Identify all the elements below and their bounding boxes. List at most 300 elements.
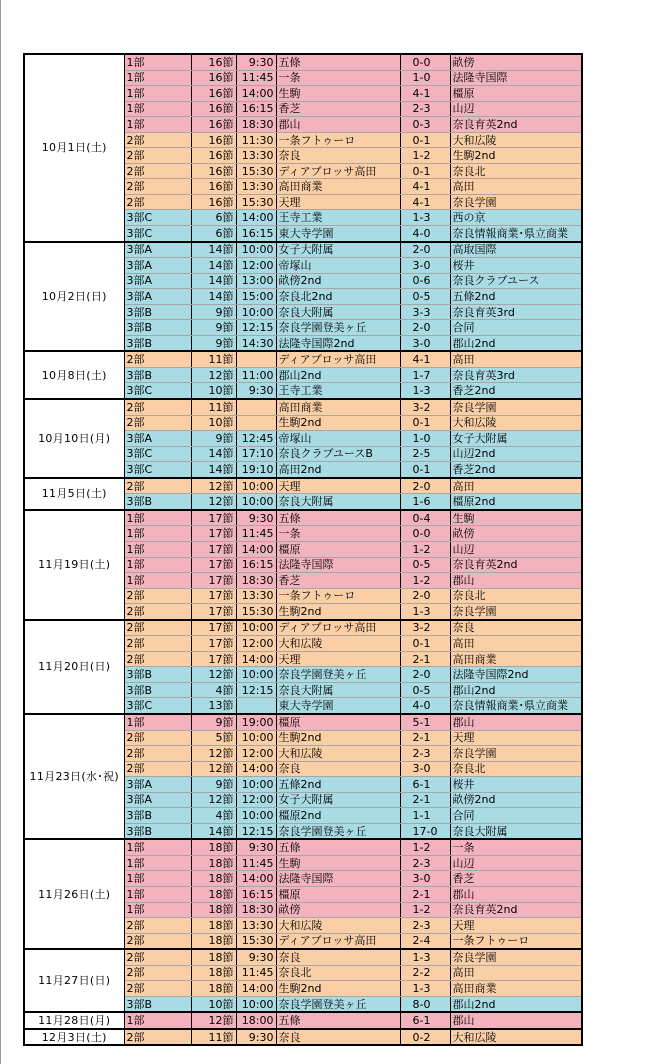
away-team-cell: 奈良育英2nd: [450, 557, 582, 573]
date-cell: 11月20日(日): [24, 620, 124, 714]
score-cell: 3-2: [400, 620, 450, 636]
kickoff-cell: 12:00: [236, 792, 276, 808]
home-team-cell: 大和広陵: [276, 918, 400, 934]
round-cell: 12節: [191, 792, 236, 808]
round-cell: 9節: [191, 431, 236, 447]
division-cell: 3部A: [124, 258, 191, 274]
away-team-cell: 奈良学園: [450, 194, 582, 210]
away-team-cell: 畝傍2nd: [450, 792, 582, 808]
division-cell: 1部: [124, 54, 191, 70]
round-cell: 10節: [191, 996, 236, 1012]
score-cell: 0-6: [400, 273, 450, 289]
kickoff-cell: [236, 351, 276, 367]
home-team-cell: 香芝: [276, 101, 400, 117]
kickoff-cell: 13:30: [236, 588, 276, 604]
division-cell: 1部: [124, 839, 191, 855]
score-cell: 0-1: [400, 462, 450, 478]
home-team-cell: 一条: [276, 70, 400, 86]
away-team-cell: 高取国際: [450, 242, 582, 258]
away-team-cell: 女子大附属: [450, 431, 582, 447]
division-cell: 1部: [124, 101, 191, 117]
kickoff-cell: 12:15: [236, 682, 276, 698]
score-cell: 2-0: [400, 320, 450, 336]
date-cell: 10月2日(日): [24, 242, 124, 352]
away-team-cell: 生駒2nd: [450, 148, 582, 164]
division-cell: 2部: [124, 179, 191, 195]
away-team-cell: 高田商業: [450, 981, 582, 997]
division-cell: 2部: [124, 415, 191, 431]
score-cell: 1-2: [400, 541, 450, 557]
away-team-cell: 奈良大附属: [450, 823, 582, 839]
score-cell: 3-0: [400, 761, 450, 777]
kickoff-cell: 10:00: [236, 304, 276, 320]
score-cell: 8-0: [400, 996, 450, 1012]
away-team-cell: 奈良北: [450, 588, 582, 604]
match-row: [24, 620, 582, 636]
division-cell: 1部: [124, 855, 191, 871]
kickoff-cell: 12:15: [236, 823, 276, 839]
round-cell: 14節: [191, 242, 236, 258]
score-cell: 2-3: [400, 855, 450, 871]
score-cell: 1-0: [400, 70, 450, 86]
division-cell: 3部B: [124, 367, 191, 383]
home-team-cell: 帝塚山: [276, 258, 400, 274]
division-cell: 3部C: [124, 226, 191, 242]
round-cell: 18節: [191, 949, 236, 965]
score-cell: 1-3: [400, 383, 450, 399]
away-team-cell: 郡山2nd: [450, 996, 582, 1012]
home-team-cell: 生駒: [276, 86, 400, 102]
round-cell: 16節: [191, 54, 236, 70]
score-cell: 1-2: [400, 839, 450, 855]
match-row: [24, 839, 582, 855]
kickoff-cell: 9:30: [236, 54, 276, 70]
score-cell: 5-1: [400, 714, 450, 730]
away-team-cell: 橿原: [450, 86, 582, 102]
score-cell: 0-0: [400, 526, 450, 542]
round-cell: 11節: [191, 1029, 236, 1046]
score-cell: 1-2: [400, 902, 450, 918]
match-row: [24, 1029, 582, 1046]
round-cell: 14節: [191, 446, 236, 462]
round-cell: 16節: [191, 163, 236, 179]
division-cell: 2部: [124, 981, 191, 997]
away-team-cell: 奈良: [450, 620, 582, 636]
division-cell: 3部A: [124, 273, 191, 289]
kickoff-cell: 10:00: [236, 777, 276, 793]
kickoff-cell: 14:30: [236, 335, 276, 351]
score-cell: 0-5: [400, 682, 450, 698]
away-team-cell: 法隆寺国際2nd: [450, 667, 582, 683]
home-team-cell: 郡山: [276, 117, 400, 133]
date-cell: 10月1日(土): [24, 54, 124, 242]
kickoff-cell: 15:00: [236, 289, 276, 305]
division-cell: 2部: [124, 148, 191, 164]
home-team-cell: 五條: [276, 839, 400, 855]
kickoff-cell: 12:45: [236, 431, 276, 447]
division-cell: 3部B: [124, 335, 191, 351]
score-cell: 0-3: [400, 117, 450, 133]
division-cell: 3部A: [124, 792, 191, 808]
division-cell: 3部C: [124, 462, 191, 478]
round-cell: 14節: [191, 273, 236, 289]
home-team-cell: 東大寺学園: [276, 698, 400, 714]
division-cell: 3部C: [124, 446, 191, 462]
home-team-cell: 大和広陵: [276, 746, 400, 762]
page-left-edge: [0, 0, 1, 1064]
home-team-cell: 生駒: [276, 855, 400, 871]
score-cell: 3-0: [400, 871, 450, 887]
kickoff-cell: 19:10: [236, 462, 276, 478]
kickoff-cell: 13:30: [236, 179, 276, 195]
kickoff-cell: 15:30: [236, 933, 276, 949]
away-team-cell: 大和広陵: [450, 415, 582, 431]
kickoff-cell: 10:00: [236, 478, 276, 494]
away-team-cell: 高田商業: [450, 651, 582, 667]
score-cell: 2-1: [400, 886, 450, 902]
score-cell: 1-3: [400, 210, 450, 226]
home-team-cell: 五條: [276, 54, 400, 70]
score-cell: 3-0: [400, 258, 450, 274]
division-cell: 1部: [124, 510, 191, 526]
home-team-cell: 王寺工業: [276, 383, 400, 399]
away-team-cell: 奈良北: [450, 163, 582, 179]
round-cell: 6節: [191, 210, 236, 226]
home-team-cell: 生駒2nd: [276, 730, 400, 746]
kickoff-cell: 13:30: [236, 148, 276, 164]
home-team-cell: 奈良学園登美ヶ丘: [276, 667, 400, 683]
kickoff-cell: 18:30: [236, 902, 276, 918]
away-team-cell: 合同: [450, 320, 582, 336]
kickoff-cell: 13:00: [236, 273, 276, 289]
round-cell: 16節: [191, 179, 236, 195]
score-cell: 0-1: [400, 132, 450, 148]
round-cell: 6節: [191, 226, 236, 242]
round-cell: 14節: [191, 823, 236, 839]
score-cell: 0-0: [400, 54, 450, 70]
match-schedule-table: [23, 53, 583, 1046]
home-team-cell: 法隆寺国際: [276, 557, 400, 573]
home-team-cell: 一条フトゥーロ: [276, 588, 400, 604]
away-team-cell: 郡山: [450, 1012, 582, 1029]
kickoff-cell: 14:00: [236, 761, 276, 777]
score-cell: 0-1: [400, 415, 450, 431]
round-cell: 12節: [191, 478, 236, 494]
date-cell: 11月27日(日): [24, 949, 124, 1012]
division-cell: 2部: [124, 636, 191, 652]
home-team-cell: 橿原: [276, 541, 400, 557]
score-cell: 2-3: [400, 101, 450, 117]
kickoff-cell: 12:00: [236, 746, 276, 762]
kickoff-cell: 16:15: [236, 886, 276, 902]
away-team-cell: 畝傍: [450, 526, 582, 542]
round-cell: 18節: [191, 902, 236, 918]
score-cell: 4-0: [400, 698, 450, 714]
division-cell: 2部: [124, 132, 191, 148]
home-team-cell: 一条: [276, 526, 400, 542]
away-team-cell: 山辺: [450, 101, 582, 117]
home-team-cell: 奈良学園登美ヶ丘: [276, 996, 400, 1012]
division-cell: 1部: [124, 541, 191, 557]
division-cell: 3部C: [124, 698, 191, 714]
kickoff-cell: 11:45: [236, 526, 276, 542]
division-cell: 2部: [124, 730, 191, 746]
kickoff-cell: 11:00: [236, 367, 276, 383]
division-cell: 3部A: [124, 242, 191, 258]
division-cell: 2部: [124, 604, 191, 620]
division-cell: 1部: [124, 886, 191, 902]
division-cell: 1部: [124, 573, 191, 589]
division-cell: 3部A: [124, 777, 191, 793]
score-cell: 4-1: [400, 179, 450, 195]
score-cell: 1-6: [400, 494, 450, 510]
kickoff-cell: 12:00: [236, 258, 276, 274]
home-team-cell: ディアブロッサ高田: [276, 163, 400, 179]
round-cell: 16節: [191, 101, 236, 117]
date-cell: 11月5日(土): [24, 478, 124, 510]
away-team-cell: 高田: [450, 478, 582, 494]
score-cell: 2-2: [400, 965, 450, 981]
away-team-cell: 奈良育英3rd: [450, 304, 582, 320]
away-team-cell: 奈良学園: [450, 746, 582, 762]
away-team-cell: 郡山2nd: [450, 682, 582, 698]
score-cell: 2-0: [400, 478, 450, 494]
away-team-cell: 高田: [450, 351, 582, 367]
round-cell: 16節: [191, 132, 236, 148]
kickoff-cell: 11:45: [236, 855, 276, 871]
away-team-cell: 奈良情報商業･県立商業: [450, 698, 582, 714]
away-team-cell: 大和広陵: [450, 132, 582, 148]
division-cell: 3部A: [124, 289, 191, 305]
away-team-cell: 一条: [450, 839, 582, 855]
division-cell: 1部: [124, 70, 191, 86]
round-cell: 17節: [191, 557, 236, 573]
home-team-cell: 畝傍: [276, 902, 400, 918]
home-team-cell: 奈良: [276, 148, 400, 164]
round-cell: 12節: [191, 761, 236, 777]
score-cell: 6-1: [400, 1012, 450, 1029]
home-team-cell: 奈良学園登美ヶ丘: [276, 320, 400, 336]
away-team-cell: 奈良育英3rd: [450, 367, 582, 383]
round-cell: 12節: [191, 667, 236, 683]
division-cell: 3部B: [124, 667, 191, 683]
kickoff-cell: 17:10: [236, 446, 276, 462]
division-cell: 2部: [124, 1029, 191, 1046]
round-cell: 11節: [191, 399, 236, 415]
away-team-cell: 郡山: [450, 573, 582, 589]
kickoff-cell: 12:15: [236, 320, 276, 336]
date-cell: 10月10日(月): [24, 399, 124, 478]
home-team-cell: 生駒2nd: [276, 604, 400, 620]
round-cell: 18節: [191, 918, 236, 934]
home-team-cell: 法隆寺国際: [276, 871, 400, 887]
round-cell: 18節: [191, 933, 236, 949]
kickoff-cell: 15:30: [236, 163, 276, 179]
score-cell: 17-0: [400, 823, 450, 839]
home-team-cell: 女子大附属: [276, 792, 400, 808]
home-team-cell: 奈良: [276, 761, 400, 777]
home-team-cell: 奈良北2nd: [276, 289, 400, 305]
kickoff-cell: 13:30: [236, 918, 276, 934]
away-team-cell: 西の京: [450, 210, 582, 226]
away-team-cell: 高田: [450, 179, 582, 195]
round-cell: 18節: [191, 981, 236, 997]
round-cell: 17節: [191, 541, 236, 557]
date-cell: 11月19日(土): [24, 510, 124, 620]
home-team-cell: 法隆寺国際2nd: [276, 335, 400, 351]
away-team-cell: 奈良情報商業･県立商業: [450, 226, 582, 242]
division-cell: 1部: [124, 902, 191, 918]
kickoff-cell: 11:45: [236, 70, 276, 86]
away-team-cell: 合同: [450, 808, 582, 824]
kickoff-cell: 16:15: [236, 557, 276, 573]
kickoff-cell: 16:15: [236, 226, 276, 242]
kickoff-cell: 10:00: [236, 808, 276, 824]
score-cell: 1-1: [400, 808, 450, 824]
home-team-cell: 奈良: [276, 1029, 400, 1046]
round-cell: 9節: [191, 335, 236, 351]
division-cell: 2部: [124, 949, 191, 965]
division-cell: 3部B: [124, 494, 191, 510]
home-team-cell: 東大寺学園: [276, 226, 400, 242]
score-cell: 2-0: [400, 588, 450, 604]
away-team-cell: 郡山: [450, 714, 582, 730]
round-cell: 9節: [191, 777, 236, 793]
division-cell: 3部B: [124, 808, 191, 824]
score-cell: 3-0: [400, 335, 450, 351]
kickoff-cell: 12:00: [236, 636, 276, 652]
away-team-cell: 高田: [450, 636, 582, 652]
home-team-cell: 奈良北: [276, 965, 400, 981]
kickoff-cell: 14:00: [236, 981, 276, 997]
round-cell: 9節: [191, 304, 236, 320]
date-cell: 11月23日(水･祝): [24, 714, 124, 839]
match-row: [24, 242, 582, 258]
round-cell: 14節: [191, 258, 236, 274]
home-team-cell: 奈良: [276, 949, 400, 965]
away-team-cell: 生駒: [450, 510, 582, 526]
score-cell: 4-0: [400, 226, 450, 242]
home-team-cell: 一条フトゥーロ: [276, 132, 400, 148]
away-team-cell: 畝傍: [450, 54, 582, 70]
round-cell: 17節: [191, 636, 236, 652]
division-cell: 2部: [124, 588, 191, 604]
score-cell: 3-3: [400, 304, 450, 320]
division-cell: 2部: [124, 746, 191, 762]
home-team-cell: 奈良クラブユースB: [276, 446, 400, 462]
home-team-cell: 郡山2nd: [276, 367, 400, 383]
round-cell: 17節: [191, 510, 236, 526]
kickoff-cell: 14:00: [236, 210, 276, 226]
kickoff-cell: 14:00: [236, 651, 276, 667]
round-cell: 11節: [191, 351, 236, 367]
score-cell: 1-2: [400, 148, 450, 164]
home-team-cell: 橿原: [276, 886, 400, 902]
division-cell: 2部: [124, 478, 191, 494]
round-cell: 16節: [191, 117, 236, 133]
match-row: [24, 478, 582, 494]
score-cell: 1-7: [400, 367, 450, 383]
division-cell: 3部B: [124, 682, 191, 698]
home-team-cell: 奈良大附属: [276, 304, 400, 320]
division-cell: 3部C: [124, 383, 191, 399]
round-cell: 12節: [191, 746, 236, 762]
kickoff-cell: 10:00: [236, 996, 276, 1012]
date-cell: 11月26日(土): [24, 839, 124, 949]
round-cell: 9節: [191, 320, 236, 336]
match-row: [24, 1012, 582, 1029]
home-team-cell: 五條2nd: [276, 777, 400, 793]
score-cell: 4-1: [400, 194, 450, 210]
kickoff-cell: 10:00: [236, 620, 276, 636]
round-cell: 16節: [191, 194, 236, 210]
kickoff-cell: [236, 698, 276, 714]
home-team-cell: 帝塚山: [276, 431, 400, 447]
kickoff-cell: 9:30: [236, 383, 276, 399]
away-team-cell: 奈良北: [450, 761, 582, 777]
score-cell: 2-3: [400, 746, 450, 762]
away-team-cell: 奈良学園: [450, 399, 582, 415]
round-cell: 17節: [191, 573, 236, 589]
kickoff-cell: 18:30: [236, 573, 276, 589]
score-cell: 2-5: [400, 446, 450, 462]
round-cell: 18節: [191, 871, 236, 887]
kickoff-cell: 19:00: [236, 714, 276, 730]
round-cell: 14節: [191, 289, 236, 305]
score-cell: 1-0: [400, 431, 450, 447]
kickoff-cell: 10:00: [236, 494, 276, 510]
score-cell: 0-1: [400, 163, 450, 179]
kickoff-cell: 10:00: [236, 730, 276, 746]
division-cell: 2部: [124, 761, 191, 777]
kickoff-cell: 14:00: [236, 871, 276, 887]
home-team-cell: 高田商業: [276, 179, 400, 195]
kickoff-cell: 9:30: [236, 839, 276, 855]
kickoff-cell: 15:30: [236, 604, 276, 620]
home-team-cell: 天理: [276, 478, 400, 494]
division-cell: 2部: [124, 399, 191, 415]
home-team-cell: 女子大附属: [276, 242, 400, 258]
score-cell: 2-1: [400, 651, 450, 667]
kickoff-cell: [236, 399, 276, 415]
score-cell: 1-2: [400, 573, 450, 589]
away-team-cell: 五條2nd: [450, 289, 582, 305]
kickoff-cell: 9:30: [236, 510, 276, 526]
match-row: [24, 351, 582, 367]
away-team-cell: 橿原2nd: [450, 494, 582, 510]
away-team-cell: 山辺2nd: [450, 446, 582, 462]
division-cell: 2部: [124, 933, 191, 949]
home-team-cell: ディアブロッサ高田: [276, 620, 400, 636]
kickoff-cell: 10:00: [236, 242, 276, 258]
away-team-cell: 奈良育英2nd: [450, 117, 582, 133]
score-cell: 3-2: [400, 399, 450, 415]
kickoff-cell: 10:00: [236, 667, 276, 683]
round-cell: 5節: [191, 730, 236, 746]
round-cell: 18節: [191, 886, 236, 902]
round-cell: 16節: [191, 148, 236, 164]
away-team-cell: 桜井: [450, 777, 582, 793]
away-team-cell: 香芝: [450, 871, 582, 887]
division-cell: 2部: [124, 351, 191, 367]
division-cell: 2部: [124, 194, 191, 210]
home-team-cell: 五條: [276, 510, 400, 526]
away-team-cell: 奈良学園: [450, 949, 582, 965]
home-team-cell: 奈良学園登美ヶ丘: [276, 823, 400, 839]
round-cell: 12節: [191, 494, 236, 510]
home-team-cell: 奈良大附属: [276, 682, 400, 698]
away-team-cell: 郡山2nd: [450, 335, 582, 351]
